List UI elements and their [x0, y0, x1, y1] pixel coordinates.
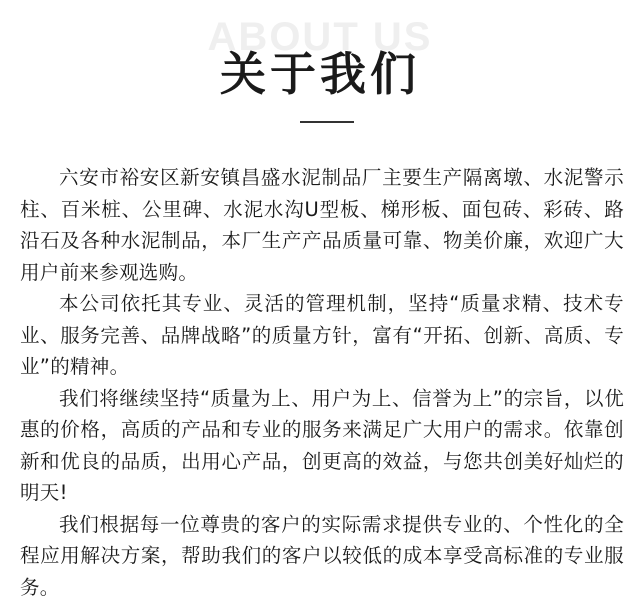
- about-content: [20, 162, 624, 603]
- page-title: 关于我们: [220, 47, 420, 101]
- about-header: [0, 0, 640, 130]
- watermark-text: ABOUT US: [207, 15, 433, 59]
- mission-paragraph: 我们将继续坚持“质量为上、用户为上、信誉为上”的宗旨，以优惠的价格，高质的产品和专业的服务来满足广大用户的需求。依靠创新和优良的品质，出用心产品，创更高的效益，与您共创美好灿烂的明天!: [20, 386, 624, 504]
- title-divider: [300, 121, 354, 123]
- intro-paragraph: 六安市裕安区新安镇昌盛水泥制品厂主要生产隔离墩、水泥警示柱、百米桩、公里碑、水泥水沟U型板、梯形板、面包砖、彩砖、路沿石及各种水泥制品，本厂生产产品质量可靠、物美价廉，欢迎广大用户前来参观选购。: [20, 166, 624, 284]
- policy-paragraph: 本公司依托其专业、灵活的管理机制，坚持“质量求精、技术专业、服务完善、品牌战略”的质量方针，富有“开拓、创新、高质、专业”的精神。: [20, 292, 624, 378]
- service-paragraph: 我们根据每一位尊贵的客户的实际需求提供专业的、个性化的全程应用解决方案，帮助我们的客户以较低的成本享受高标准的专业服务。: [20, 512, 624, 599]
